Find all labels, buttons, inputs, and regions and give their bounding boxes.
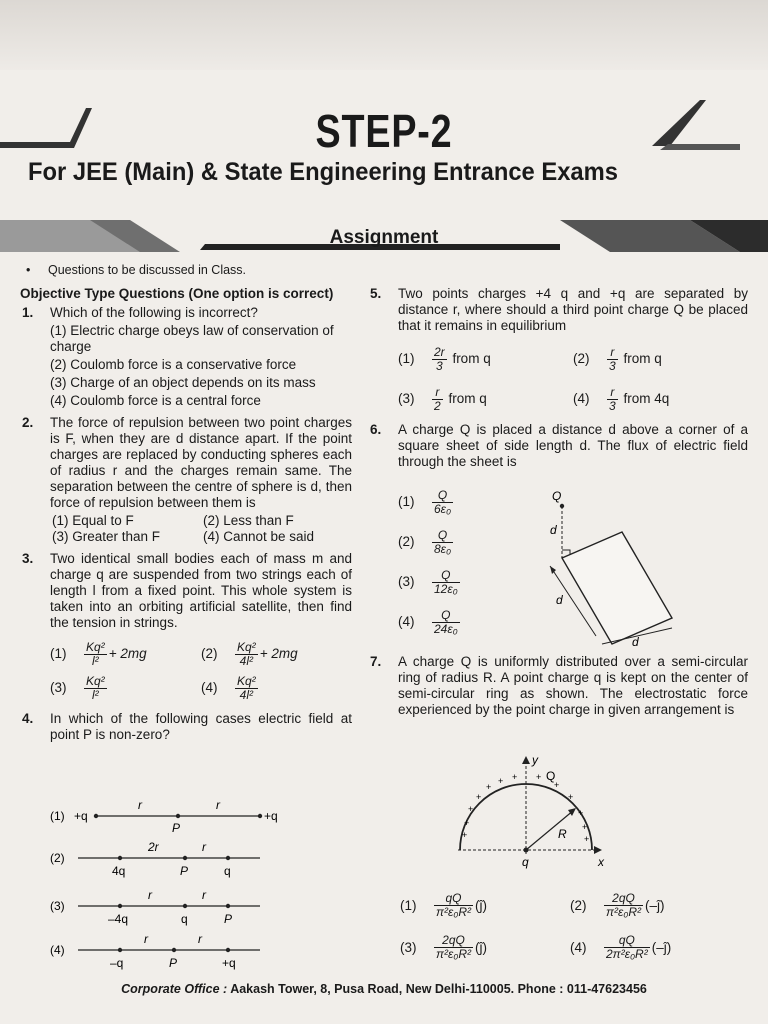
option-label: (3) <box>50 899 65 913</box>
page-subtitle: For JEE (Main) & State Engineering Entrance Exams <box>28 158 618 186</box>
page-title: STEP-2 <box>315 105 453 157</box>
svg-text:x: x <box>598 855 604 869</box>
option: (3) $\frac{2qQ}{\text{π²ε₀R²}}$ (ĵ) <box>400 932 488 961</box>
options-grid <box>50 513 352 545</box>
option: (1) $\frac{\text{Kq²}}{\text{l²}}$ + 2mg <box>50 639 147 668</box>
header-decor <box>0 100 768 160</box>
question-3 <box>20 551 352 705</box>
svg-text:r: r <box>202 840 206 854</box>
svg-text:+: + <box>554 780 560 790</box>
question-text: A charge Q is uniformly distributed over a semi-circular ring of radius R. A point charge q is kept on the center of semi-circular ring as shown. The electrostatic force experienced by the point charge in given arrangement is <box>398 654 748 717</box>
question-number: 3. <box>22 551 34 566</box>
svg-text:R: R <box>558 827 567 841</box>
svg-text:+: + <box>498 776 504 786</box>
options-grid <box>50 637 352 705</box>
option: (4) $\frac{r}{3}$ from 4q <box>573 384 670 413</box>
question-number: 2. <box>22 415 34 430</box>
option: (3) $\frac{r}{2}$ from q <box>398 384 487 413</box>
svg-text:+: + <box>468 804 474 814</box>
option: (3) Greater than F <box>52 529 161 544</box>
svg-text:P: P <box>224 912 233 926</box>
option-label: (1) <box>50 809 65 823</box>
svg-text:r: r <box>138 798 142 812</box>
question-number: 5. <box>370 286 382 301</box>
svg-text:+: + <box>464 818 470 828</box>
top-strip <box>0 0 768 70</box>
footer-text: Aakash Tower, 8, Pusa Road, New Delhi-110005. Phone : 011-47623456 <box>230 982 647 996</box>
svg-text:2r: 2r <box>148 840 159 854</box>
svg-text:P: P <box>180 864 189 878</box>
option: (4) $\frac{\text{Kq²}}{\text{4l²}}$ <box>201 673 256 702</box>
left-column <box>20 262 352 749</box>
svg-text:+: + <box>486 782 492 792</box>
option: (2) $\frac{Q}{\text{8ε₀}}$ <box>398 527 452 556</box>
option: (4) Cannot be said <box>203 529 315 544</box>
svg-text:Q: Q <box>552 489 562 503</box>
q4-diagrams <box>48 798 298 978</box>
options-list <box>398 482 518 642</box>
svg-text:4q: 4q <box>112 864 126 878</box>
svg-text:q: q <box>181 912 188 926</box>
option: (4) Coulomb force is a central force <box>50 393 261 408</box>
svg-text:+: + <box>462 830 468 840</box>
svg-text:+: + <box>584 834 590 844</box>
svg-text:q: q <box>522 855 529 869</box>
option-label: (2) <box>50 851 65 865</box>
svg-text:r: r <box>148 888 152 902</box>
option: (1) Equal to F <box>52 513 134 528</box>
question-number: 4. <box>22 711 34 726</box>
svg-text:+: + <box>512 772 518 782</box>
option: (2) Coulomb force is a conservative force <box>50 357 297 372</box>
option: (1) Electric charge obeys law of conservation of charge <box>50 323 334 354</box>
svg-text:d: d <box>556 593 563 607</box>
intro-note: • Questions to be discussed in Class. <box>48 262 352 278</box>
question-text: A charge Q is placed a distance d above a corner of a square sheet of side length d. The flux of electric field through the sheet is <box>398 422 748 469</box>
svg-text:+: + <box>578 808 584 818</box>
options-grid <box>400 888 740 964</box>
question-text: Two points charges +4 q and +q are separated by distance r, where should a third point charge Q be placed that it remains in equilibrium <box>398 286 748 333</box>
svg-text:r: r <box>198 932 202 946</box>
q7-options <box>400 886 740 964</box>
svg-text:r: r <box>216 798 220 812</box>
svg-text:Q: Q <box>546 769 556 783</box>
question-text: The force of repulsion between two point charges is F, when they are d distance apart. If the point charges are replaced by conducting spheres each of radius r and the charges remain same. The separation between the centre of sphere is d, then force of repulsion between them is <box>50 415 352 510</box>
option: (1) $\frac{2r}{3}$ from q <box>398 344 491 373</box>
svg-text:q: q <box>224 864 231 878</box>
option: (4) $\frac{qQ}{\text{2π²ε₀R²}}$ (–ĵ) <box>570 932 672 961</box>
svg-text:+: + <box>476 792 482 802</box>
question-1 <box>20 305 352 409</box>
options-grid <box>398 342 748 416</box>
svg-text:+q: +q <box>74 809 88 823</box>
question-number: 6. <box>370 422 382 437</box>
assignment-title: Assignment <box>329 227 439 248</box>
question-5 <box>368 286 748 416</box>
svg-text:r: r <box>144 932 148 946</box>
q7-diagram <box>450 752 630 872</box>
option: (1) $\frac{qQ}{\text{π²ε₀R²}}$ (ĵ) <box>400 890 488 919</box>
option: (2) $\frac{\text{Kq²}}{\text{4l²}}$ + 2mg <box>201 639 298 668</box>
option-label: (4) <box>50 943 65 957</box>
question-4 <box>20 711 352 743</box>
svg-text:+q: +q <box>264 809 278 823</box>
section-heading: Objective Type Questions (One option is correct) <box>20 286 334 301</box>
question-text: In which of the following cases electric field at point P is non-zero? <box>50 711 352 742</box>
svg-text:y: y <box>532 753 538 767</box>
question-number: 1. <box>22 305 34 320</box>
option: (2) $\frac{2qQ}{\text{π²ε₀R²}}$ (–ĵ) <box>570 890 665 919</box>
q6-diagram <box>540 488 700 648</box>
question-number: 7. <box>370 654 382 669</box>
svg-text:P: P <box>169 956 178 970</box>
option: (4) $\frac{Q}{\text{24ε₀}}$ <box>398 607 458 636</box>
svg-text:+: + <box>582 822 588 832</box>
svg-text:+: + <box>568 792 574 802</box>
svg-text:r: r <box>202 888 206 902</box>
question-2 <box>20 415 352 545</box>
svg-text:–q: –q <box>110 956 124 970</box>
svg-text:d: d <box>632 635 639 648</box>
svg-text:–4q: –4q <box>108 912 129 926</box>
question-text: Two identical small bodies each of mass m and charge q are suspended from two strings each of length l from a fixed point. This whole system is taken into an orbiting artificial satellite, then find the tension in strings. <box>50 551 352 630</box>
svg-text:d: d <box>550 523 557 537</box>
option: (3) $\frac{\text{Kq²}}{\text{l²}}$ <box>50 673 105 702</box>
option: (3) $\frac{Q}{\text{12ε₀}}$ <box>398 567 458 596</box>
question-text: Which of the following is incorrect? <box>50 305 258 320</box>
svg-text:+q: +q <box>222 956 236 970</box>
option: (1) $\frac{Q}{\text{6ε₀}}$ <box>398 487 452 516</box>
option: (2) Less than F <box>203 513 294 528</box>
svg-text:P: P <box>172 821 181 835</box>
option: (2) $\frac{r}{3}$ from q <box>573 344 662 373</box>
svg-text:+: + <box>536 772 542 782</box>
question-7 <box>368 654 748 718</box>
option: (3) Charge of an object depends on its mass <box>50 375 316 390</box>
footer-label: Corporate Office : <box>121 982 228 996</box>
footer <box>0 982 768 996</box>
